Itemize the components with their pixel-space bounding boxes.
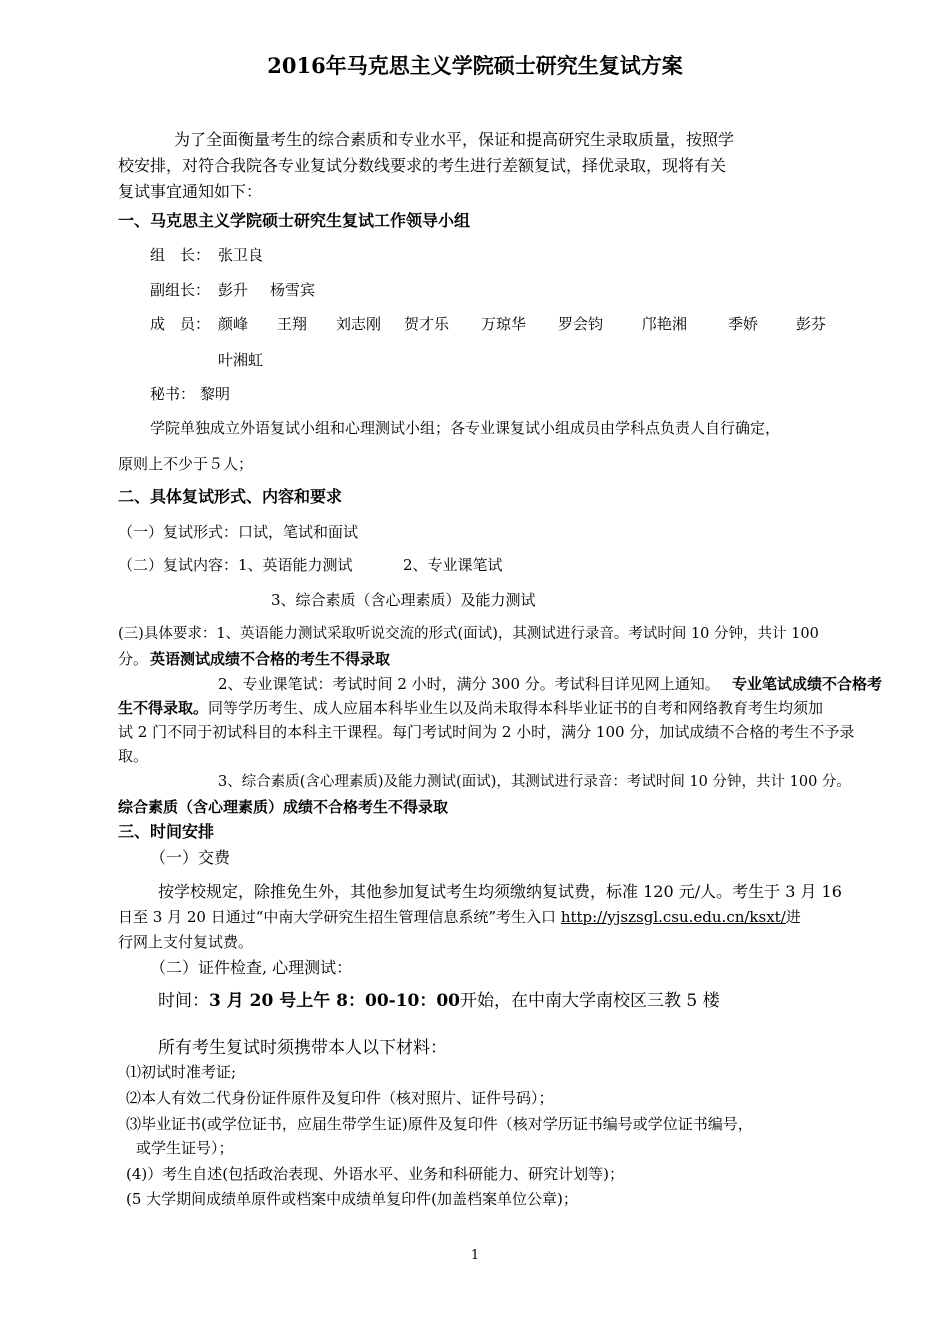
intro-line-3: 复试事宜通知如下： <box>118 182 263 201</box>
member-name: 邝艳湘 <box>642 315 688 333</box>
secretary-label: 秘书： <box>150 385 196 403</box>
check-time-value: 3 月 20 号上午 8：00-10：00 <box>209 991 461 1011</box>
fee-line-2-text: 日至 3 月 20 日通过“中南大学研究生招生管理信息系统”考生入口 <box>118 908 561 926</box>
material-item-continued: 或学生证号）； <box>136 1139 234 1157</box>
check-subheading: （二）证件检查, 心理测试： <box>150 958 353 977</box>
fee-line-3: 行网上支付复试费。 <box>118 933 254 951</box>
check-time-label: 时间： <box>158 991 209 1011</box>
material-item: ⑴初试时准考证; <box>126 1063 237 1081</box>
requirement-1-warning: 英语测试成绩不合格的考生不得录取 <box>150 650 391 668</box>
intro-line-2: 校安排，对符合我院各专业复试分数线要求的考生进行差额复试，择优录取，现将有关 <box>118 156 727 175</box>
member-name: 王翔 <box>277 315 308 333</box>
material-item: ⑵本人有效二代身份证件原件及复印件（核对照片、证件号码）； <box>126 1089 554 1107</box>
fee-line-2 <box>118 907 801 927</box>
exam-form: （一）复试形式：口试，笔试和面试 <box>118 523 359 541</box>
requirement-2-warning-a: 专业笔试成绩不合格考 <box>732 675 883 693</box>
page-number: 1 <box>470 1248 480 1263</box>
material-item: ⑶毕业证书(或学位证书，应届生带学生证)原件及复印件（核对学历证书编号或学位证书编号， <box>126 1115 753 1133</box>
section1-note-line-1: 学院单独成立外语复试小组和心理测试小组；各专业课复试小组成员由学科点负责人自行确定， <box>150 419 781 437</box>
member-name: 叶湘虹 <box>218 351 264 369</box>
material-item: (4)）考生自述(包括政治表现、外语水平、业务和科研能力、研究计划等)； <box>126 1165 624 1183</box>
member-name: 彭芬 <box>796 315 827 333</box>
check-time <box>158 991 720 1011</box>
requirement-2-warning-b: 生不得录取。 <box>118 699 209 717</box>
fee-subheading: （一）交费 <box>150 848 231 867</box>
member-name: 刘志刚 <box>336 315 382 333</box>
requirement-3-line-1: 3、综合素质(含心理素质)及能力测试(面试)，其测试进行录音：考试时间 10 分钟，共计 100 分。 <box>218 774 851 790</box>
section3-heading: 三、时间安排 <box>118 822 215 841</box>
secretary-name: 黎明 <box>200 385 231 403</box>
fee-line-2-end: 进 <box>785 908 801 926</box>
requirement-2-line-4: 取。 <box>118 747 149 765</box>
member-name: 罗会钧 <box>558 315 604 333</box>
material-item: (5 大学期间成绩单原件或档案中成绩单复印件(加盖档案单位公章)； <box>126 1190 578 1208</box>
deputy-label: 副组长： <box>150 281 211 299</box>
exam-content-c: 3、综合素质（含心理素质）及能力测试 <box>271 591 536 609</box>
section1-note-line-2: 原则上不少于５人； <box>118 455 254 473</box>
leader-label: 组 长： <box>150 246 211 264</box>
section2-heading: 二、具体复试形式、内容和要求 <box>118 487 343 506</box>
fee-line-1: 按学校规定，除推免生外，其他参加复试考生均须缴纳复试费，标准 120 元/人。考生于 3 月 16 <box>158 882 842 901</box>
member-name: 贺才乐 <box>404 315 450 333</box>
member-name: 颜峰 <box>218 315 249 333</box>
members-label: 成 员： <box>150 315 211 333</box>
member-name: 万琼华 <box>481 315 527 333</box>
requirement-2-line-2: 同等学历考生、成人应届本科毕业生以及尚未取得本科毕业证书的自考和网络教育考生均须加 <box>208 699 824 717</box>
leader-name: 张卫良 <box>218 246 264 264</box>
materials-intro: 所有考生复试时须携带本人以下材料： <box>158 1038 447 1058</box>
document-title: 2016年马克思主义学院硕士研究生复试方案 <box>267 53 683 78</box>
requirement-2-line-3: 试 2 门不同于初试科目的本科主干课程。每门考试时间为 2 小时，满分 100 分，加试成绩不合格的考生不予录 <box>118 723 855 741</box>
requirement-3-warning: 综合素质（含心理素质）成绩不合格考生不得录取 <box>118 798 449 816</box>
requirement-2-line-1a: 2、专业课笔试：考试时间 2 小时，满分 300 分。考试科目详见网上通知。 <box>218 675 720 693</box>
requirement-1-line-1: (三)具体要求：1、英语能力测试采取听说交流的形式(面试)，其测试进行录音。考试时间 10 分钟，共计 100 <box>118 626 819 642</box>
deputy-name: 彭升 <box>218 281 249 299</box>
deputy-name: 杨雪宾 <box>270 281 316 299</box>
requirement-1-line-2a: 分。 <box>118 650 149 668</box>
payment-system-link[interactable]: http://yjszsgl.csu.edu.cn/ksxt/ <box>560 908 786 926</box>
section1-heading: 一、马克思主义学院硕士研究生复试工作领导小组 <box>118 211 471 230</box>
check-time-location: 开始，在中南大学南校区三教 5 楼 <box>460 991 720 1011</box>
exam-content-a: （二）复试内容：1、英语能力测试 <box>118 556 353 574</box>
exam-content-b: 2、专业课笔试 <box>403 556 503 574</box>
member-name: 季娇 <box>728 315 759 333</box>
intro-line-1: 为了全面衡量考生的综合素质和专业水平，保证和提高研究生录取质量，按照学 <box>174 130 735 149</box>
